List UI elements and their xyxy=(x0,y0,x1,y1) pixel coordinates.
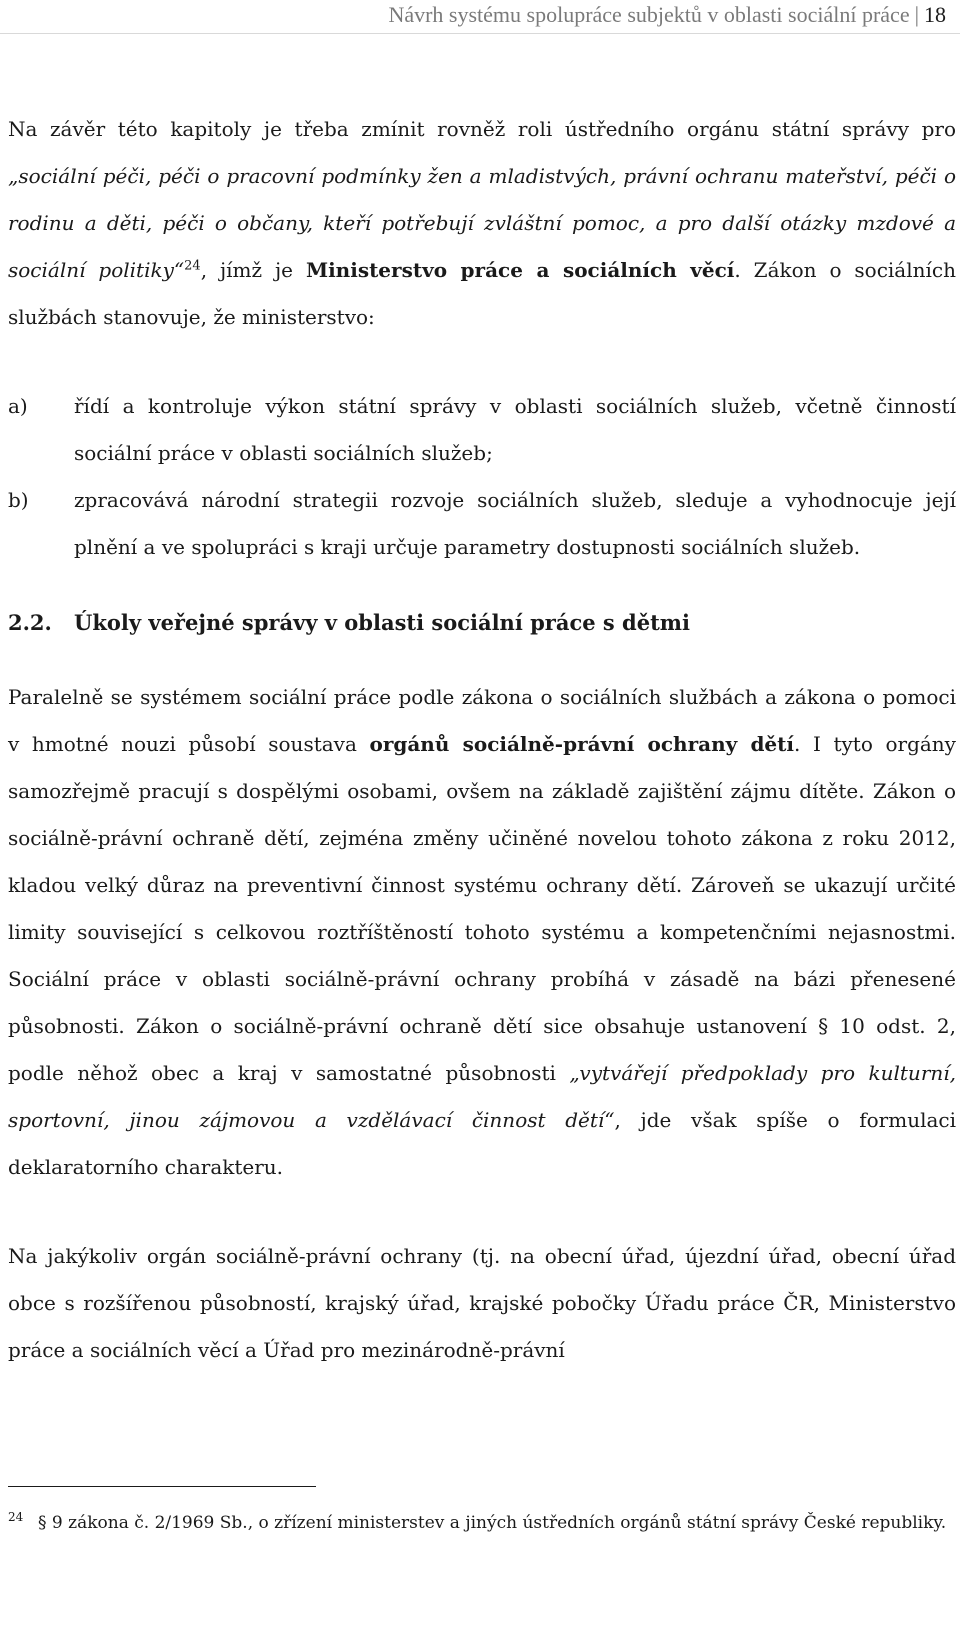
body-paragraph-2 xyxy=(8,674,956,1191)
running-title: Návrh systému spolupráce subjektů v oblasti sociální práce xyxy=(388,2,910,27)
footnote xyxy=(8,1510,956,1536)
list-item xyxy=(8,477,956,571)
footnote-number: 24 xyxy=(8,1510,24,1524)
section-heading xyxy=(8,599,956,646)
ministry-name: Ministerstvo práce a sociálních věcí xyxy=(305,258,735,282)
page-header xyxy=(0,0,960,34)
body-paragraph-3 xyxy=(8,1233,956,1374)
list-marker: a) xyxy=(8,394,28,418)
footnote-reference[interactable]: 24 xyxy=(184,258,201,274)
page-number: 18 xyxy=(924,2,946,27)
intro-text-1: Na závěr této kapitoly je třeba zmínit rovněž roli ústředního orgánu státní správy pro xyxy=(8,117,956,141)
page-body xyxy=(8,106,956,1374)
para2-bold-term: orgánů sociálně-právní ochrany dětí xyxy=(369,732,794,756)
intro-paragraph xyxy=(8,106,956,341)
list-marker: b) xyxy=(8,488,29,512)
section-title: Úkoly veřejné správy v oblasti sociální práce s dětmi xyxy=(74,610,691,635)
intro-quote: „sociální péči, péči o pracovní podmínky žen a mladistvých, právní ochranu mateřství, péči o rodinu a děti, péči o občany, kteří potřebují zvláštní pomoc, a pro další otázky mzdové a sociální politiky“ xyxy=(8,164,956,282)
footnote-divider xyxy=(8,1486,316,1487)
duties-list xyxy=(8,383,956,571)
para2-text-1: Paralelně se systémem sociální práce podle zákona o sociálních službách a zákona o pomoci v hmotné nouzi působí soustava xyxy=(8,685,956,756)
para2-text-5: , jde však spíše o formulaci deklaratorního charakteru. xyxy=(8,1108,956,1179)
para2-text-3: . I tyto orgány samozřejmě pracují s dospělými osobami, ovšem na základě zajištění zájmu dítěte. Zákon o sociálně-právní ochraně dětí, zejména změny učiněné novelou tohoto zákona z roku 2012, kladou velký důraz na preventivní činnost systému ochrany dětí. Zároveň se ukazují určité limity související s celkovou roztříštěností tohoto systému a kompetenčními nejasnostmi. Sociální práce v oblasti sociálně-právní ochrany probíhá v zásadě na bázi přenesené působnosti. Zákon o sociálně-právní ochraně dětí sice obsahuje ustanovení § 10 odst. 2, podle něhož obec a kraj v samostatné působnosti xyxy=(8,732,956,1085)
header-separator: | xyxy=(914,2,919,27)
intro-text-5: . Zákon o sociálních službách stanovuje, že ministerstvo: xyxy=(8,258,956,329)
spacer xyxy=(8,571,956,599)
para3-text: Na jakýkoliv orgán sociálně-právní ochrany (tj. na obecní úřad, újezdní úřad, obecní úřad obce s rozšířenou působností, krajský úřad, krajské pobočky Úřadu práce ČR, Ministerstvo práce a sociálních věcí a Úřad pro mezinárodně-právní xyxy=(8,1244,956,1362)
section-number: 2.2. xyxy=(8,610,52,635)
list-item xyxy=(8,383,956,477)
spacer xyxy=(8,1191,956,1233)
intro-text-3: , jímž je xyxy=(200,258,306,282)
spacer xyxy=(8,341,956,383)
list-item-text: řídí a kontroluje výkon státní správy v oblasti sociálních služeb, včetně činností sociální práce v oblasti sociálních služeb; xyxy=(74,394,956,465)
list-item-text: zpracovává národní strategii rozvoje sociálních služeb, sleduje a vyhodnocuje její plnění a ve spolupráci s kraji určuje parametry dostupnosti sociálních služeb. xyxy=(74,488,956,559)
para2-quote: „vytvářejí předpoklady pro kulturní, sportovní, jinou zájmovou a vzdělávací činnost dětí“ xyxy=(8,1061,957,1132)
spacer xyxy=(8,646,956,674)
footnote-text: § 9 zákona č. 2/1969 Sb., o zřízení ministerstev a jiných ústředních orgánů státní správy České republiky. xyxy=(38,1513,947,1533)
